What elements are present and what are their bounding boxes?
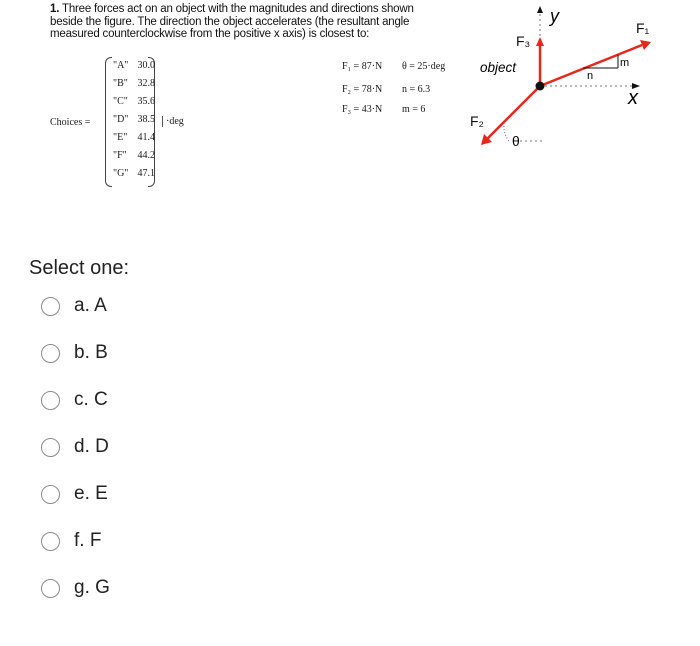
question-body: Three forces act on an object with the magnitudes and directions shown beside the figure. The direction the object accelerates (the resultant angle measured counterclockwise from the positive x axis) is closest to: [50, 3, 414, 40]
choices-matrix [105, 57, 155, 187]
option-f-radio[interactable] [41, 532, 60, 551]
question-text [50, 3, 445, 41]
option-g-label[interactable]: g. G [74, 577, 110, 598]
option-e-label[interactable]: e. E [74, 483, 108, 504]
matrix-row-f: "F" 44.2 [113, 150, 155, 161]
given-row-2: F₂ = 78·N n = 6.3 [342, 84, 431, 95]
theta-label: θ [512, 133, 520, 149]
option-a-radio[interactable] [41, 297, 60, 316]
option-d[interactable] [41, 436, 109, 458]
matrix-row-e: "E" 41.4 [113, 132, 155, 143]
option-b-radio[interactable] [41, 344, 60, 363]
option-d-label[interactable]: d. D [74, 436, 109, 457]
y-axis-label: y [550, 6, 559, 26]
option-f[interactable] [41, 530, 101, 552]
f3-label: F₃ [516, 33, 531, 49]
f3-arrowhead [536, 37, 544, 46]
option-e-radio[interactable] [41, 485, 60, 504]
matrix-row-a: "A" 30.0 [113, 60, 155, 71]
y-axis-arrowhead [537, 6, 543, 13]
choices-unit: ·deg [162, 116, 184, 127]
select-prompt: Select one: [29, 257, 130, 279]
option-c-radio[interactable] [41, 391, 60, 410]
x-axis-label: x [628, 87, 638, 109]
option-a-label[interactable]: a. A [74, 295, 107, 316]
matrix-row-g: "G" 47.1 [113, 168, 155, 179]
option-b-label[interactable]: b. B [74, 342, 108, 363]
n-label: n [587, 70, 594, 82]
theta-arc [504, 126, 509, 141]
force-diagram [460, 0, 680, 170]
option-g-radio[interactable] [41, 579, 60, 598]
f2-arrow [487, 86, 540, 139]
option-c[interactable] [41, 389, 108, 411]
given-row-1: F₁ = 87·N θ = 25·deg [342, 61, 446, 72]
option-e[interactable] [41, 483, 108, 505]
option-c-label[interactable]: c. C [74, 389, 108, 410]
given-row-3: F₃ = 43·N m = 6 [342, 104, 426, 115]
object-label: object [480, 60, 517, 75]
choices-label: Choices = [50, 117, 91, 128]
option-f-label[interactable]: f. F [74, 530, 102, 551]
question-number: 1. [50, 3, 60, 15]
object-dot [536, 82, 545, 91]
matrix-row-d: "D" 38.5 [113, 114, 155, 125]
f2-label: F₂ [470, 113, 484, 129]
option-d-radio[interactable] [41, 438, 60, 457]
matrix-left-bracket [105, 57, 112, 187]
m-label: m [620, 57, 630, 69]
matrix-row-b: "B" 32.8 [113, 78, 155, 89]
matrix-row-c: "C" 35.6 [113, 96, 155, 107]
option-g[interactable] [41, 577, 110, 599]
option-b[interactable] [41, 342, 108, 364]
f1-label: F₁ [636, 20, 650, 36]
option-a[interactable] [41, 295, 107, 317]
